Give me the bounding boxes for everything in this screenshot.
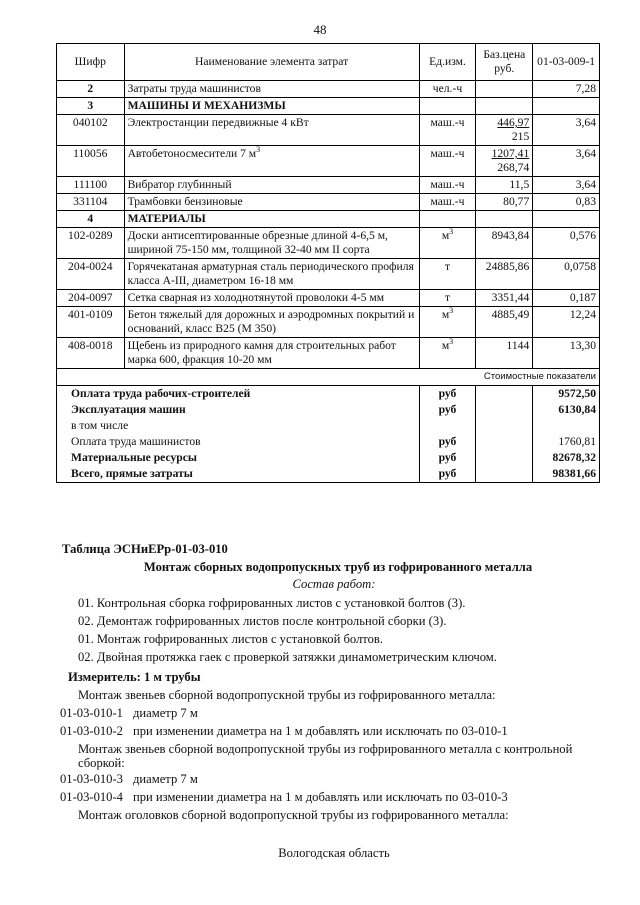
cell-name-text: Трамбовки бензиновые <box>127 195 243 208</box>
cell-value: 0,83 <box>533 194 600 211</box>
cell-name <box>124 146 419 177</box>
table-header-row <box>57 44 600 81</box>
cell-unit <box>419 307 476 338</box>
cell-unit <box>419 228 476 259</box>
summary-unit: руб <box>419 386 476 403</box>
cell-value: 13,30 <box>533 338 600 369</box>
cell-code: 408-0018 <box>57 338 125 369</box>
summary-value <box>533 418 600 434</box>
cell-name-text: Щебень из природного камня для строительных работ марка 600, фракция 10-20 мм <box>127 339 396 366</box>
unit-superscript: 3 <box>449 337 454 347</box>
footer-region: Вологодская область <box>278 846 390 860</box>
norm-heading-cont: сборкой: <box>78 756 125 770</box>
cell-name <box>124 259 419 290</box>
table-row <box>57 307 600 338</box>
cell-name-text: Горячекатаная арматурная сталь периодического профиля класса А-III, диаметром 16-18 мм <box>127 260 414 287</box>
section-title: Монтаж сборных водопропускных труб из гофрированного металла <box>143 560 533 574</box>
cell-unit-text: маш.-ч <box>430 116 465 129</box>
summary-value: 98381,66 <box>533 466 600 483</box>
cell-value: 0,0758 <box>533 259 600 290</box>
cell-price <box>476 307 533 338</box>
unit-superscript: 3 <box>449 227 454 237</box>
work-item: 02. Двойная протяжка гаек с проверкой затяжки динамометрическим ключом. <box>78 650 497 664</box>
cell-name-text: Доски антисептированные обрезные длиной 4-6,5 м, шириной 75-150 мм, толщиной 32-40 мм II сорта <box>127 229 388 256</box>
cell-value: 7,28 <box>533 81 600 98</box>
cell-name <box>124 290 419 307</box>
cell-value: 0,187 <box>533 290 600 307</box>
cell-unit <box>419 177 476 194</box>
norm-code: 01-03-010-3 <box>60 772 123 786</box>
norm-heading: Монтаж звеньев сборной водопропускной трубы из гофрированного металла: <box>78 688 496 702</box>
summary-row <box>57 450 600 466</box>
cell-price <box>476 98 533 115</box>
cell-price-text: 8943,84 <box>491 229 530 242</box>
summary-row <box>57 418 600 434</box>
work-item: 01. Контрольная сборка гофрированных листов с установкой болтов (3). <box>78 596 466 610</box>
cell-unit-text: чел.-ч <box>432 82 463 95</box>
cell-name <box>124 81 419 98</box>
cell-price-secondary: 268,74 <box>497 161 530 174</box>
table-label: Таблица ЭСНиЕРр-01-03-010 <box>62 542 228 556</box>
cost-caption: Стоимостные показатели <box>57 369 600 386</box>
col-header-price: Баз.цена руб. <box>476 44 533 81</box>
cell-price <box>476 338 533 369</box>
summary-price <box>476 466 533 483</box>
cell-price-text: 4885,49 <box>491 308 530 321</box>
cell-code: 102-0289 <box>57 228 125 259</box>
cell-code: 4 <box>57 211 125 228</box>
summary-name: в том числе <box>57 418 420 434</box>
cell-name-text: Бетон тяжелый для дорожных и аэродромных покрытий и оснований, класс B25 (М 350) <box>127 308 415 335</box>
cell-unit-text: м <box>441 229 450 242</box>
cell-price-text: 3351,44 <box>491 291 530 304</box>
page-number: 48 <box>313 22 327 37</box>
resource-table <box>56 43 600 483</box>
table-row <box>57 177 600 194</box>
cell-unit <box>419 259 476 290</box>
cell-name-text: Затраты труда машинистов <box>127 82 261 95</box>
cell-value: 3,64 <box>533 146 600 177</box>
table-group-row <box>57 98 600 115</box>
summary-unit: руб <box>419 434 476 450</box>
table-row <box>57 146 600 177</box>
cell-unit-text: маш.-ч <box>430 147 465 160</box>
cell-price-secondary: 215 <box>511 130 530 143</box>
cell-unit <box>419 211 476 228</box>
cell-unit-text: т <box>444 291 451 304</box>
summary-name: Оплата труда машинистов <box>57 434 420 450</box>
summary-row <box>57 402 600 418</box>
cell-code: 040102 <box>57 115 125 146</box>
cell-name-text: Вибратор глубинный <box>127 178 232 191</box>
norm-text: диаметр 7 м <box>133 772 198 786</box>
cell-name <box>124 115 419 146</box>
cell-unit-text: т <box>444 260 451 273</box>
cell-price-text: 80,77 <box>503 195 530 208</box>
summary-unit <box>419 418 476 434</box>
cell-code: 110056 <box>57 146 125 177</box>
cell-code: 204-0097 <box>57 290 125 307</box>
summary-price <box>476 418 533 434</box>
summary-name: Всего, прямые затраты <box>57 466 420 483</box>
summary-value: 6130,84 <box>533 402 600 418</box>
norm-text: при изменении диаметра на 1 м добавлять или исключать по 03-010-3 <box>133 790 508 804</box>
summary-unit: руб <box>419 402 476 418</box>
summary-name: Материальные ресурсы <box>57 450 420 466</box>
table-row <box>57 290 600 307</box>
cell-price-text: 11,5 <box>509 178 530 191</box>
summary-price <box>476 386 533 403</box>
composition-caption: Состав работ: <box>292 577 376 591</box>
cell-price <box>476 228 533 259</box>
cell-price <box>476 211 533 228</box>
cell-price <box>476 115 533 146</box>
cell-code: 204-0024 <box>57 259 125 290</box>
norm-code: 01-03-010-1 <box>60 706 123 720</box>
summary-value: 1760,81 <box>533 434 600 450</box>
cell-name <box>124 98 419 115</box>
cell-price <box>476 290 533 307</box>
cell-price <box>476 146 533 177</box>
summary-price <box>476 450 533 466</box>
cell-name-text: МАШИНЫ И МЕХАНИЗМЫ <box>127 99 286 112</box>
summary-value: 82678,32 <box>533 450 600 466</box>
summary-name: Эксплуатация машин <box>57 402 420 418</box>
cell-unit <box>419 194 476 211</box>
cost-caption-row <box>57 369 600 386</box>
cell-price-text: 24885,86 <box>485 260 530 273</box>
norm-text: при изменении диаметра на 1 м добавлять или исключать по 03-010-1 <box>133 724 508 738</box>
summary-name: Оплата труда рабочих-строителей <box>57 386 420 403</box>
table-group-row <box>57 211 600 228</box>
norm-code: 01-03-010-4 <box>60 790 123 804</box>
cell-value <box>533 211 600 228</box>
cell-price-text: 446,97 <box>497 116 530 129</box>
table-row <box>57 259 600 290</box>
cell-code: 3 <box>57 98 125 115</box>
norm-heading: Монтаж звеньев сборной водопропускной трубы из гофрированного металла с контрольной <box>78 742 573 756</box>
meter-label: Измеритель: 1 м трубы <box>68 670 201 684</box>
summary-unit: руб <box>419 466 476 483</box>
cell-unit-text: маш.-ч <box>430 195 465 208</box>
cell-unit-text: м <box>441 339 450 352</box>
cell-name-text: МАТЕРИАЛЫ <box>127 212 206 225</box>
cell-price <box>476 177 533 194</box>
cell-value: 12,24 <box>533 307 600 338</box>
norm-text: диаметр 7 м <box>133 706 198 720</box>
cell-price-text: 1144 <box>506 339 530 352</box>
norm-code: 01-03-010-2 <box>60 724 123 738</box>
summary-row <box>57 434 600 450</box>
unit-superscript: 3 <box>449 306 454 316</box>
cell-name <box>124 194 419 211</box>
cell-unit-text: маш.-ч <box>430 178 465 191</box>
table-row <box>57 115 600 146</box>
norm-heading: Монтаж оголовков сборной водопропускной трубы из гофрированного металла: <box>78 808 509 822</box>
cell-unit-text: м <box>441 308 450 321</box>
cell-unit <box>419 290 476 307</box>
cell-name <box>124 338 419 369</box>
table-row <box>57 81 600 98</box>
cell-name <box>124 177 419 194</box>
cell-unit <box>419 115 476 146</box>
cell-name-text: Сетка сварная из холоднотянутой проволоки 4-5 мм <box>127 291 385 304</box>
cell-unit <box>419 338 476 369</box>
cell-price <box>476 259 533 290</box>
summary-unit: руб <box>419 450 476 466</box>
work-item: 02. Демонтаж гофрированных листов после контрольной сборки (3). <box>78 614 447 628</box>
cell-code: 111100 <box>57 177 125 194</box>
cell-code: 331104 <box>57 194 125 211</box>
cell-name <box>124 211 419 228</box>
col-header-name: Наименование элемента затрат <box>124 44 419 81</box>
summary-row <box>57 386 600 403</box>
cell-name <box>124 228 419 259</box>
cell-code: 2 <box>57 81 125 98</box>
summary-price <box>476 402 533 418</box>
cell-name <box>124 307 419 338</box>
cell-value: 3,64 <box>533 177 600 194</box>
cell-value: 0,576 <box>533 228 600 259</box>
cell-name-text: Электростанции передвижные 4 кВт <box>127 116 309 129</box>
cell-price-text: 1207,41 <box>491 147 530 160</box>
col-header-code: Шифр <box>57 44 125 81</box>
col-header-unit: Ед.изм. <box>419 44 476 81</box>
col-header-norm: 01-03-009-1 <box>533 44 600 81</box>
cell-code: 401-0109 <box>57 307 125 338</box>
name-superscript: 3 <box>256 145 261 155</box>
summary-price <box>476 434 533 450</box>
table-row <box>57 194 600 211</box>
work-item: 01. Монтаж гофрированных листов с установкой болтов. <box>78 632 384 646</box>
cell-name-text: Автобетоносмесители 7 м <box>127 147 257 160</box>
cell-value <box>533 98 600 115</box>
cell-price <box>476 81 533 98</box>
cell-unit <box>419 146 476 177</box>
cell-value: 3,64 <box>533 115 600 146</box>
cell-unit <box>419 98 476 115</box>
table-row <box>57 338 600 369</box>
cell-unit <box>419 81 476 98</box>
table-row <box>57 228 600 259</box>
summary-row <box>57 466 600 483</box>
summary-value: 9572,50 <box>533 386 600 403</box>
cell-price <box>476 194 533 211</box>
